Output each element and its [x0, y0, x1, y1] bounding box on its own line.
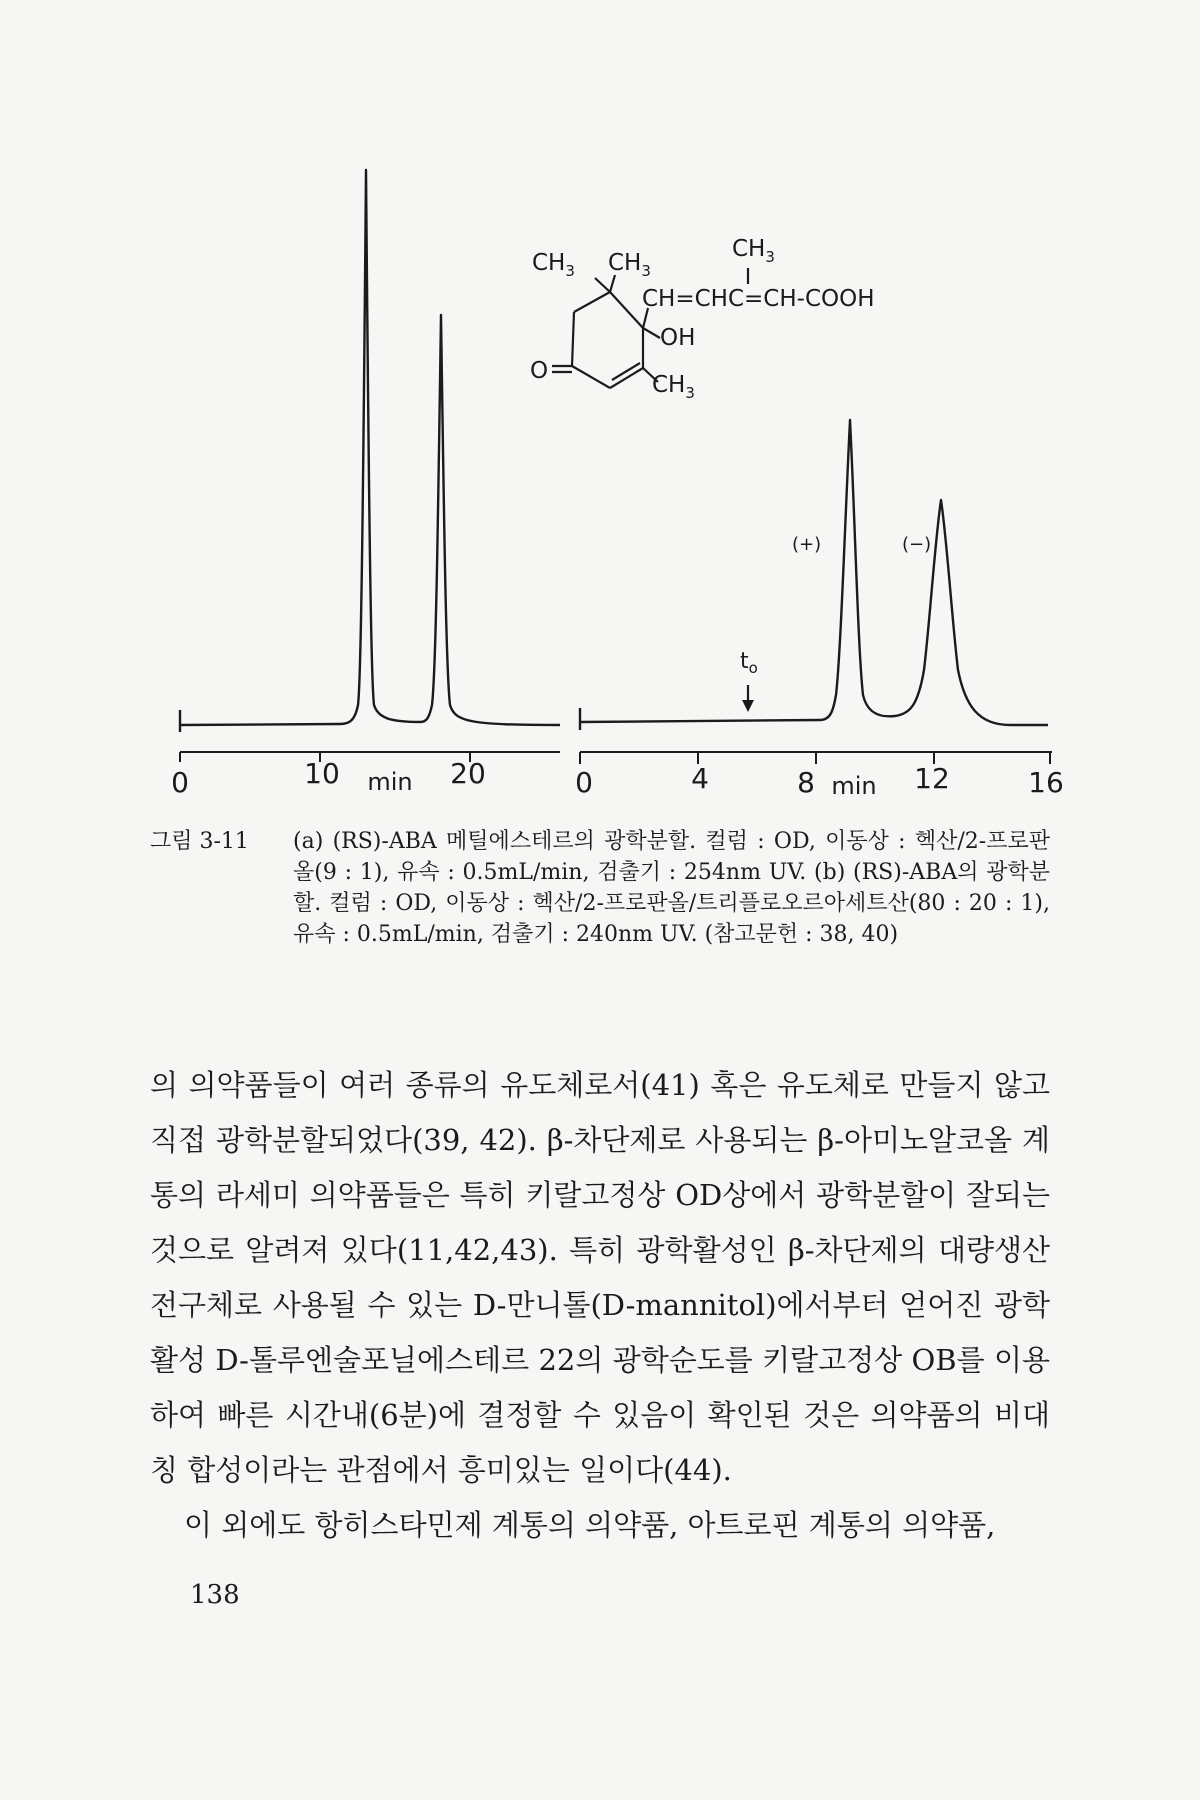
tick-label-b-16: 16	[1028, 766, 1064, 799]
carbonyl-oxygen: O	[530, 358, 549, 384]
tick-label-b-8: 8	[797, 766, 815, 799]
paragraph-1: 의 의약품들이 여러 종류의 유도체로서(41) 혹은 유도체로 만들지 않고 직접 광학분할되었다(39, 42). β-차단제로 사용되는 β-아미노알코올 계통의 라세미 의약품들은 특히 키랄고정상 OD상에서 광학분할이 잘되는 것으로 알려져 있다(11,42,43). 특히 광학활성인 β-차단제의 대량생산 전구체로 사용될 수 있는 D-만니톨(D-mannitol)에서부터 얻어진 광학활성 D-톨루엔술포닐에스테르 22의 광학순도를 키랄고정상 OB를 이용하여 빠른 시간내(6분)에 결정할 수 있음이 확인된 것은 의약품의 비대칭 합성이라는 관점에서 흥미있는 일이다(44).	[150, 1068, 1050, 1487]
ch3-top: $CH_3$	[732, 236, 775, 266]
peak-label-plus: (+)	[792, 534, 822, 555]
tick-label-a-0: 0	[171, 766, 189, 799]
tick-label-b-4: 4	[691, 762, 709, 795]
ch3-left: $CH_3$	[532, 250, 575, 280]
figure-caption	[150, 826, 1050, 950]
peak-label-minus: (−)	[902, 534, 932, 555]
tick-label-b-0: 0	[575, 766, 593, 799]
body-text	[150, 1058, 1050, 1553]
trace-a	[180, 170, 560, 725]
ch3-bottom: $CH_3$	[652, 372, 695, 402]
hydroxyl: OH	[660, 325, 696, 351]
chromatogram-a	[180, 170, 560, 732]
side-chain: CH=CHC=CH-COOH	[642, 286, 875, 312]
chromatogram-figure	[0, 0, 1200, 800]
axis-unit-b: min	[831, 772, 877, 800]
t0-label: $t_o$	[740, 649, 758, 677]
caption-label: 그림 3-11	[150, 829, 249, 854]
page-number: 138	[190, 1580, 240, 1610]
axis-unit-a: min	[367, 768, 413, 796]
aba-structure	[530, 236, 875, 402]
chromatogram-b	[580, 420, 1048, 730]
tick-label-a-20: 20	[450, 757, 486, 790]
tick-label-a-10: 10	[304, 757, 340, 790]
trace-b	[580, 420, 1048, 725]
axis-a	[171, 752, 560, 799]
paragraph-2: 이 외에도 항히스타민제 계통의 의약품, 아트로핀 계통의 의약품,	[184, 1508, 996, 1542]
ch3-middle: $CH_3$	[608, 250, 651, 280]
tick-label-b-12: 12	[914, 762, 950, 795]
t0-marker	[740, 649, 758, 712]
caption-text: (a) (RS)-ABA 메틸에스테르의 광학분할. 컬럼 : OD, 이동상 : 헥산/2-프로판올(9 : 1), 유속 : 0.5mL/min, 검출기 : 254nm UV. (b) (RS)-ABA의 광학분할. 컬럼 : OD, 이동상 : 헥산/2-프로판올/트리플로오르아세트산(80 : 20 : 1), 유속 : 0.5mL/min, 검출기 : 240nm UV. (참고문헌 : 38, 40)	[293, 829, 1050, 947]
axis-b	[575, 752, 1064, 800]
